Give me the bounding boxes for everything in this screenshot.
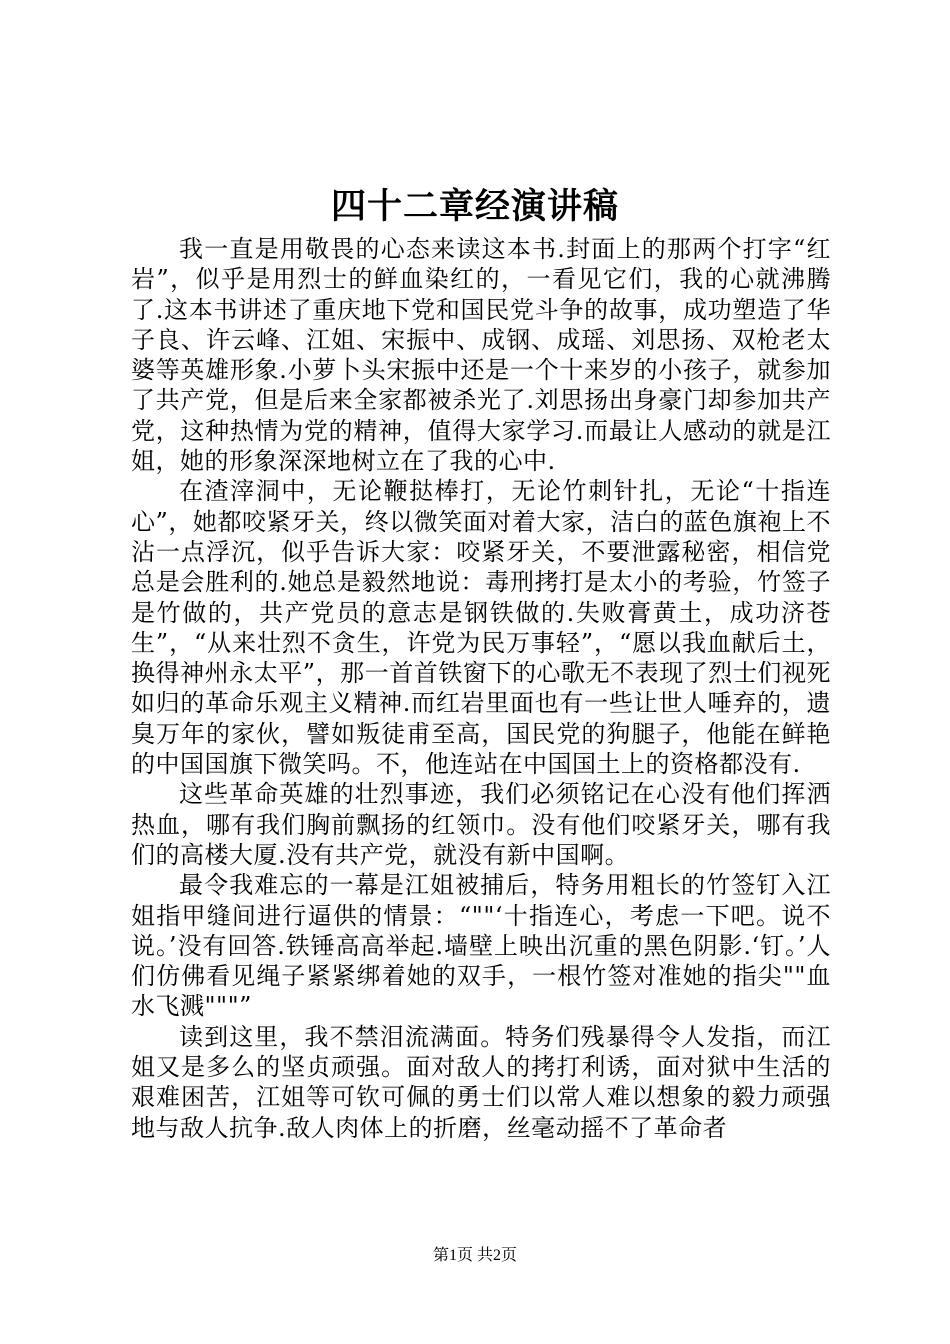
- paragraph-4: 最令我难忘的一幕是江姐被捕后，特务用粗长的竹签钉入江姐指甲缝间进行逼供的情景：“""‘十指连心，考虑一下吧。说不说。’没有回答.铁锤高高举起.墙壁上映出沉重的黑色阴影.‘钉。’人们仿佛看见绳子紧紧绑着她的双手，一根竹签对准她的指尖""血水飞溅"""”: [131, 871, 831, 1021]
- paragraph-2: 在渣滓洞中，无论鞭挞棒打，无论竹刺针扎，无论“十指连心”，她都咬紧牙关，终以微笑面对着大家，洁白的蓝色旗袍上不沾一点浮沉，似乎告诉大家：咬紧牙关，不要泄露秘密，相信党总是会胜利的.她总是毅然地说：毒刑拷打是太小的考验，竹签子是竹做的，共产党员的意志是钢铁做的.失败膏黄土，成功济苍生”，“从来壮烈不贪生，许党为民万事轻”，“愿以我血献后土，换得神州永太平”，那一首首铁窗下的心歌无不表现了烈士们视死如归的革命乐观主义精神.而红岩里面也有一些让世人唾弃的，遗臭万年的家伙，譬如叛徒甫至高，国民党的狗腿子，他能在鲜艳的中国国旗下微笑吗。不，他连站在中国国土上的资格都没有.: [131, 477, 831, 779]
- paragraph-1: 我一直是用敬畏的心态来读这本书.封面上的那两个打字“红岩”，似乎是用烈士的鲜血染红的，一看见它们，我的心就沸腾了.这本书讲述了重庆地下党和国民党斗争的故事，成功塑造了华子良、许云峰、江姐、宋振中、成钢、成瑶、刘思扬、双枪老太婆等英雄形象.小萝卜头宋振中还是一个十来岁的小孩子，就参加了共产党，但是后来全家都被杀光了.刘思扬出身豪门却参加共产党，这种热情为党的精神，值得大家学习.而最让人感动的就是江姐，她的形象深深地树立在了我的心中.: [131, 235, 831, 476]
- document-title: 四十二章经演讲稿: [330, 186, 619, 227]
- page-footer: 第1页 共2页: [432, 1247, 517, 1264]
- paragraph-3: 这些革命英雄的壮烈事迹，我们必须铭记在心没有他们挥洒热血，哪有我们胸前飘扬的红领巾。没有他们咬紧牙关，哪有我们的高楼大厦.没有共产党，就没有新中国啊。: [131, 780, 831, 869]
- paragraph-5: 读到这里，我不禁泪流满面。特务们残暴得令人发指，而江姐又是多么的坚贞顽强。面对敌人的拷打利诱，面对狱中生活的艰难困苦，江姐等可钦可佩的勇士们以常人难以想象的毅力顽强地与敌人抗争.敌人肉体上的折磨，丝毫动摇不了革命者: [131, 1022, 831, 1142]
- document-body: [131, 234, 831, 1143]
